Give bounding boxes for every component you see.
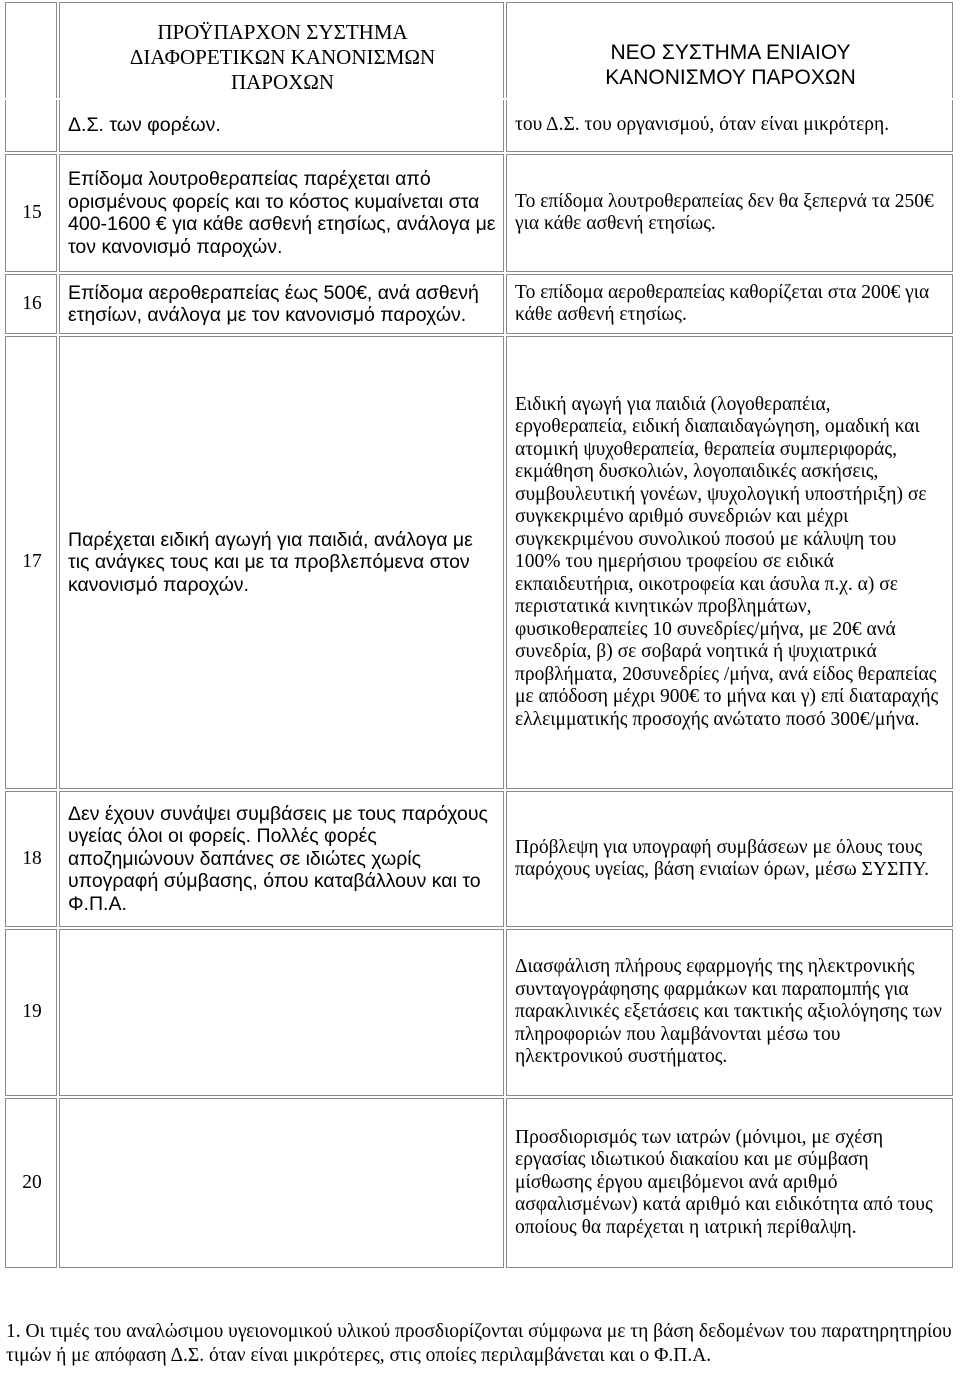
- old-provision-cell: Δεν έχουν συνάψει συμβάσεις με τους παρόχους υγείας όλοι οι φορείς. Πολλές φορές αποζημιώνουν δαπάνες σε ιδιώτες χωρίς υπογραφή σύμβασης, όπου καταβάλλουν και το Φ.Π.Α.: [59, 791, 504, 927]
- row-number: 15: [5, 154, 57, 272]
- header-old-cell: [59, 2, 504, 98]
- table-row: [5, 274, 953, 334]
- header-new-cell: [506, 2, 953, 98]
- table-header-row: [5, 2, 953, 98]
- row-number: 19: [5, 929, 57, 1096]
- old-continuation-cell: [59, 100, 504, 152]
- new-provision-cell: Διασφάλιση πλήρους εφαρμογής της ηλεκτρονικής συνταγογράφησης φαρμάκων και παραπομπής για παρακλινικές εξετάσεις και τακτικής αξιολόγησης των πληροφοριών που λαμβάνονται μέσω του ηλεκτρονικού συστήματος.: [506, 929, 953, 1096]
- row-number: 16: [5, 274, 57, 334]
- continuation-row: [5, 100, 953, 152]
- old-provision-cell: [59, 1098, 504, 1268]
- new-continuation-cell: [506, 100, 953, 152]
- footnote: 1. Οι τιμές του αναλώσιμου υγειονομικού υλικού προσδιορίζονται σύμφωνα με τη βάση δεδομένων του παρατηρητηρίου τιμών ή με απόφαση Δ.Σ. όταν είναι μικρότερες, στις οποίες περιλαμβάνεται και ο Φ.Π.Α.: [6, 1321, 952, 1366]
- new-provision-cell: Ειδική αγωγή για παιδιά (λογοθεραπέια, εργοθεραπεία, ειδική διαπαιδαγώγηση, ομαδική και ατομική ψυχοθεραπεία, θεραπεία συμπεριφοράς, εκμάθηση δυσκολιών, λογοπαιδικές ασκήσεις, συμβουλευτική γονέων, ψυχολογική υποστήριξη) σε συγκεκριμένο αριθμό συνεδριών και μέχρι συγκεκριμένου συνολικού ποσού με κάλυψη του 100% του ημερήσιου τροφείου σε ειδικά εκπαιδευτήρια, οικοτροφεία και άσυλα π.χ. α) σε περιστατικά κινητικών προβλημάτων, φυσικοθεραπείες 10 συνεδρίες/μήνα, με 20€ ανά συνεδρία, β) σε σοβαρά νοητικά ή ψυχιατρικά προβλήματα, 20συνεδρίες /μήνα, ανά είδος θεραπείας με απόδοση μέχρι 900€ το μήνα και γ) επί διαταραχής ελλειμματικής προσοχής ανώτατο ποσό 300€/μήνα.: [506, 336, 953, 789]
- row-number: 17: [5, 336, 57, 789]
- old-provision-cell: Επίδομα αεροθεραπείας έως 500€, ανά ασθενή ετησίων, ανάλογα με τον κανονισμό παροχών.: [59, 274, 504, 334]
- new-provision-cell: Το επίδομα λουτροθεραπείας δεν θα ξεπερνά τα 250€ για κάθε ασθενή ετησίως.: [506, 154, 953, 272]
- header-num-cell: [5, 2, 57, 98]
- table-row: [5, 1098, 953, 1268]
- table-row: [5, 336, 953, 789]
- new-provision-cell: Το επίδομα αεροθεραπείας καθορίζεται στα 200€ για κάθε ασθενή ετησίως.: [506, 274, 953, 334]
- comparison-table: [3, 0, 955, 1270]
- old-system-title: ΠΡΟΫΠΑΡΧΟΝ ΣΥΣΤΗΜΑ ΔΙΑΦΟΡΕΤΙΚΩΝ ΚΑΝΟΝΙΣΜΩΝ ΠΑΡΟΧΩΝ: [129, 20, 436, 94]
- table-row: [5, 791, 953, 927]
- table-row: [5, 929, 953, 1096]
- old-provision-cell: Επίδομα λουτροθεραπείας παρέχεται από ορισμένους φορείς και το κόστος κυμαίνεται στα 400-1600 € για κάθε ασθενή ετησίως, ανάλογα με τον κανονισμό παροχών.: [59, 154, 504, 272]
- old-provision-cell: [59, 929, 504, 1096]
- old-continuation-text: Δ.Σ. των φορέων.: [68, 114, 221, 137]
- new-continuation-text: του Δ.Σ. του οργανισμού, όταν είναι μικρότερη.: [515, 114, 890, 136]
- continuation-num-cell: [5, 100, 57, 152]
- table-row: [5, 154, 953, 272]
- old-provision-cell: Παρέχεται ειδική αγωγή για παιδιά, ανάλογα με τις ανάγκες τους και με τα προβλεπόμενα στον κανονισμό παροχών.: [59, 336, 504, 789]
- new-provision-cell: Πρόβλεψη για υπογραφή συμβάσεων με όλους τους παρόχους υγείας, βάση ενιαίων όρων, μέσω ΣΥΣΠΥ.: [506, 791, 953, 927]
- row-number: 20: [5, 1098, 57, 1268]
- new-system-title: ΝΕΟ ΣΥΣΤΗΜΑ ΕΝΙΑΙΟΥ ΚΑΝΟΝΙΣΜΟΥ ΠΑΡΟΧΩΝ: [605, 40, 856, 89]
- new-provision-cell: Προσδιορισμός των ιατρών (μόνιμοι, με σχέση εργασίας ιδιωτικού διακαίου και με σύμβαση μίσθωσης έργου αμειβόμενοι ανά αριθμό ασφαλισμένων) κατά αριθμό και ειδικότητα από τους οποίους θα παρέχεται η ιατρική περίθαλψη.: [506, 1098, 953, 1268]
- row-number: 18: [5, 791, 57, 927]
